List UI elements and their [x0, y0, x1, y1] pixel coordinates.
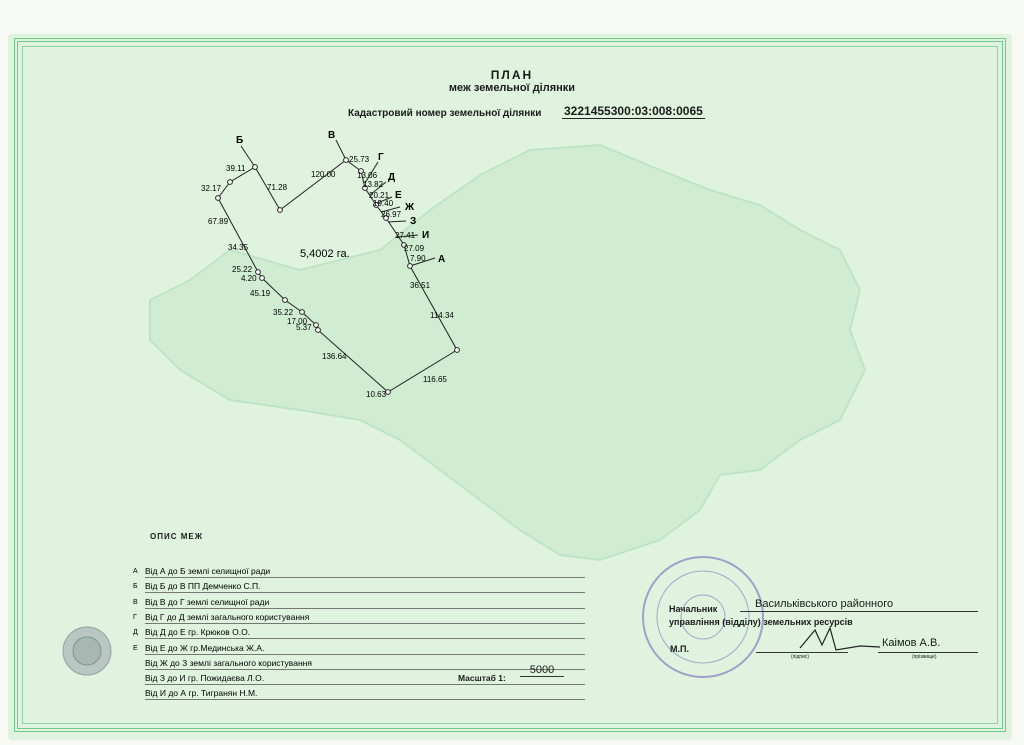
description-letter: Г [133, 613, 137, 621]
segment-length-label: 13.82 [363, 180, 384, 189]
boundary-point [314, 323, 319, 328]
boundary-point [316, 328, 321, 333]
boundary-point [386, 390, 391, 395]
chief-label: Начальник [669, 604, 718, 614]
segment-length-label: 13.06 [357, 171, 378, 180]
boundary-description: Від Е до Ж гр.Мединська Ж.А. [145, 642, 585, 655]
description-letter: Б [133, 583, 138, 591]
point-letter: Б [236, 135, 244, 146]
segment-length-label: 27.41 [395, 231, 416, 240]
description-letter: А [133, 568, 138, 575]
point-letter: В [328, 130, 336, 141]
seal-mark-label: М.П. [670, 644, 689, 654]
segment-length-label: 71.28 [267, 183, 288, 192]
segment-length-label: 26.97 [381, 210, 402, 219]
segment-length-label: 4.20 [241, 274, 257, 283]
boundary-description: Від Д до Е гр. Крюков О.О. [145, 626, 585, 639]
boundary-description: Від Б до В ПП Демченко С.П. [145, 580, 585, 593]
scale-value: 5000 [520, 664, 564, 677]
boundary-point [408, 264, 413, 269]
segment-length-label: 136.64 [322, 352, 347, 361]
boundary-point [278, 208, 283, 213]
segment-length-label: 25.22 [232, 265, 253, 274]
boundary-point [300, 310, 305, 315]
segment-length-label: 114.34 [430, 311, 454, 320]
segment-length-label: 45.19 [250, 289, 271, 298]
signature-caption: (підпис) [791, 654, 810, 660]
boundary-point [455, 348, 460, 353]
name-underline [878, 652, 978, 653]
department-name: управління (відділу) земельних ресурсів [669, 617, 853, 627]
cadastral-label: Кадастровий номер земельної ділянки [348, 108, 542, 119]
segment-length-label: 67.89 [208, 217, 229, 226]
page-subtitle: меж земельної ділянки [448, 82, 576, 94]
segment-length-label: 39.11 [226, 164, 246, 173]
point-letter: Ж [405, 202, 415, 213]
segment-length-label: 32.17 [201, 184, 222, 193]
pointer-arrow [388, 221, 406, 222]
point-letter: Е [395, 190, 402, 201]
parcel-area: 5,4002 га. [300, 248, 350, 260]
description-title: ОПИС МЕЖ [150, 532, 203, 541]
boundary-point [228, 180, 233, 185]
boundary-point [283, 298, 288, 303]
name-caption: (прізвище) [912, 654, 937, 660]
point-letter: А [438, 254, 446, 265]
boundary-description: Від Ж до З землі загального користування [145, 657, 585, 670]
segment-length-label: 5.37 [296, 323, 312, 332]
segment-length-label: 116.65 [423, 375, 447, 384]
boundary-description: Від А до Б землі селищної ради [145, 565, 585, 578]
boundary-point [216, 196, 221, 201]
boundary-description: Від И до А гр. Тигранян Н.М. [145, 687, 585, 700]
point-letter: З [410, 216, 417, 227]
boundary-description: Від В до Г землі селищної ради [145, 596, 585, 609]
point-letter: И [422, 230, 430, 241]
description-letter: Е [133, 644, 138, 652]
segment-length-label: 36.51 [410, 281, 431, 290]
segment-length-label: 10.63 [366, 390, 387, 399]
boundary-point [260, 276, 265, 281]
chief-underline [740, 611, 978, 612]
point-letter: Д [388, 172, 396, 183]
point-letter: Г [378, 152, 384, 163]
segment-length-label: 27.09 [404, 244, 425, 253]
segment-length-label: 25.73 [349, 155, 370, 164]
pointer-arrow [336, 140, 346, 160]
chief-office: Васильківського районного [755, 598, 894, 610]
boundary-description: Від З до И гр. Пожидаєва Л.О. [145, 672, 585, 685]
description-letter: Д [133, 629, 138, 637]
segment-length-label: 19.40 [373, 199, 394, 208]
segment-length-label: 120.00 [311, 170, 336, 179]
description-letter: В [133, 598, 138, 606]
segment-length-label: 17.00 [287, 317, 308, 326]
boundary-description: Від Г до Д землі загального користування [145, 611, 585, 624]
page-title: ПЛАН [490, 68, 534, 82]
signature-underline [756, 652, 848, 653]
segment-length-label: 34.35 [228, 243, 249, 252]
cadastral-number: 3221455300:03:008:0065 [564, 104, 703, 118]
boundary-point [344, 158, 349, 163]
scale-label: Масштаб 1: [458, 673, 506, 683]
segment-length-label: 7.90 [410, 254, 426, 263]
segment-length-label: 35.22 [273, 308, 294, 317]
segment-length-label: 20.21 [369, 191, 390, 200]
official-name: Каімов А.В. [882, 637, 941, 649]
boundary-point [253, 165, 258, 170]
